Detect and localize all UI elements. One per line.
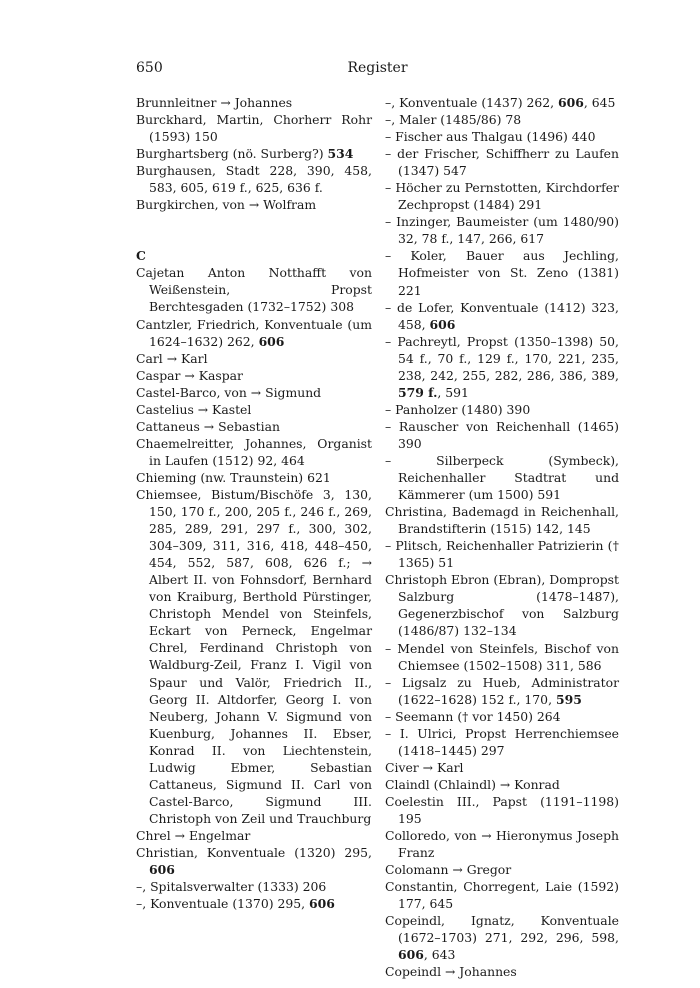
entry-text: – Inzinger, Baumeister (um 1480/90) 32, 78 f., 147, 266, 617 <box>385 214 619 247</box>
entry-text: Civer → Karl <box>385 759 464 775</box>
entry-text: – Fischer aus Thalgau (1496) 440 <box>385 129 596 145</box>
index-entry <box>136 94 372 111</box>
entry-bold-page: 606 <box>258 333 285 349</box>
entry-text: Constantin, Chorregent, Laie (1592) 177, 645 <box>385 879 619 912</box>
index-entry <box>385 537 619 571</box>
index-entry <box>136 401 372 418</box>
entry-bold-page: 534 <box>327 146 354 162</box>
entry-text: – Ligsalz zu Hueb, Administrator (1622–1628) 152 f., 170, <box>385 674 619 707</box>
index-entry <box>136 367 372 384</box>
entry-text: – Rauscher von Reichenhall (1465) 390 <box>385 418 619 451</box>
entry-text: Colomann → Gregor <box>385 862 512 878</box>
entry-text: Brunnleitner → Johannes <box>136 95 293 110</box>
section-letter: C <box>136 248 146 264</box>
entries-b-group <box>136 94 372 213</box>
entry-text: Castelius → Kastel <box>136 401 252 417</box>
entry-text: – Silberpeck (Symbeck), Reichenhaller Stadtrat und Kämmerer (um 1500) 591 <box>385 452 619 503</box>
index-entry <box>136 111 372 145</box>
entry-text: Caspar → Kaspar <box>136 367 243 383</box>
entry-text: –, Spitalsverwalter (1333) 206 <box>136 879 327 895</box>
index-entry <box>136 469 372 486</box>
entry-text: – Mendel von Steinfels, Bischof von Chiemsee (1502–1508) 311, 586 <box>385 640 619 673</box>
index-entry <box>136 827 372 844</box>
index-column-right <box>385 94 619 980</box>
entry-text: – de Lofer, Konventuale (1412) 323, 458, <box>385 299 619 332</box>
index-entry <box>385 452 619 503</box>
index-entry <box>385 708 619 725</box>
entry-text: Chiemsee, Bistum/Bischöfe 3, 130, 150, 170 f., 200, 205 f., 246 f., 269, 285, 289, 291, 297 f., 300, 302, 304–309, 311, 316, 418, 448–450, 454, 552, 587, 608, 626 f.; → Albert II. von Fohnsdorf, Bernhard von Kraiburg, Berthold Pürstinger, Christoph Mendel von Steinfels, Eckart von Perneck, Engelmar Chrel, Ferdinand Christoph von Waldburg-Zeil, Franz I. Vigil von Spaur und Valör, Friedrich II., Georg II. Altdorfer, Georg I. von Neuberg, Johann V. Sigmund von Kuenburg, Johannes II. Ebser, Konrad II. von Liechtenstein, Ludwig Ebmer, Sebastian Cattaneus, Sigmund II. Carl von Castel-Barco, Sigmund III. Christoph von Zeil und Trauchburg <box>136 486 372 826</box>
index-entry <box>136 350 372 367</box>
index-entry <box>136 196 372 213</box>
index-entry <box>385 759 619 776</box>
entry-text: – Plitsch, Reichenhaller Patrizierin († 1365) 51 <box>385 538 619 571</box>
index-entry <box>136 486 372 827</box>
entry-text: Chrel → Engelmar <box>136 827 251 843</box>
entry-text: Cattaneus → Sebastian <box>136 418 280 434</box>
index-entry <box>385 179 619 213</box>
entry-bold-page: 579 f. <box>398 384 438 400</box>
entry-text: Copeindl → Johannes <box>385 964 517 980</box>
index-entry <box>385 640 619 674</box>
index-entry <box>385 503 619 537</box>
entry-text: – Seemann († vor 1450) 264 <box>385 708 561 724</box>
entry-text: – I. Ulrici, Propst Herrenchiemsee (1418–1445) 297 <box>385 725 619 758</box>
entry-bold-page: 595 <box>555 691 582 707</box>
entry-text: Cantzler, Friedrich, Konventuale (um 1624–1632) 262, <box>136 316 372 349</box>
entry-bold-page: 606 <box>429 316 456 332</box>
index-entry <box>136 895 372 912</box>
entry-text: – Pachreytl, Propst (1350–1398) 50, 54 f., 70 f., 129 f., 170, 221, 235, 238, 242, 255, 282, 286, 386, 389, <box>385 333 619 383</box>
entry-bold-page: 606 <box>309 896 335 912</box>
entry-text: Burckhard, Martin, Chorherr Rohr (1593) 150 <box>136 112 372 145</box>
index-entry <box>385 861 619 878</box>
entry-text: Christoph Ebron (Ebran), Dompropst Salzburg (1478–1487), Gegenerzbischof von Salzburg (1486/87) 132–134 <box>385 572 619 639</box>
entry-text-after: , 645 <box>583 95 616 110</box>
index-entry <box>385 776 619 793</box>
entry-text: Coelestin III., Papst (1191–1198) 195 <box>385 793 619 826</box>
index-column-left <box>136 94 372 912</box>
entry-text: – Koler, Bauer aus Jechling, Hofmeister von St. Zeno (1381) 221 <box>385 248 619 298</box>
index-entry <box>385 571 619 639</box>
index-entry <box>385 912 619 963</box>
index-entry <box>136 878 372 895</box>
index-entry <box>385 299 619 333</box>
entry-bold-page: 606 <box>558 95 584 110</box>
entry-text-after: , 643 <box>423 947 456 963</box>
entry-text: Carl → Karl <box>136 350 208 366</box>
index-entry <box>136 145 372 162</box>
index-entry <box>385 128 619 145</box>
entry-text: Burgkirchen, von → Wolfram <box>136 197 317 213</box>
index-entry <box>385 793 619 827</box>
running-head: Register <box>347 60 408 76</box>
entry-text: –, Konventuale (1437) 262, <box>385 95 558 110</box>
index-entry <box>136 264 372 315</box>
entries-c-group <box>136 264 372 912</box>
index-entry <box>385 674 619 708</box>
index-entry <box>385 213 619 247</box>
entry-text: Copeindl, Ignatz, Konventuale (1672–1703) 271, 292, 296, 598, <box>385 913 619 946</box>
entry-text: Christina, Bademagd in Reichenhall, Brandstifterin (1515) 142, 145 <box>385 504 619 537</box>
entry-text: Colloredo, von → Hieronymus Joseph Franz <box>385 828 619 861</box>
entry-text: Claindl (Chlaindl) → Konrad <box>385 776 560 792</box>
index-entry <box>385 418 619 452</box>
index-entry <box>385 827 619 861</box>
index-entry <box>385 963 619 980</box>
index-entry <box>385 333 619 401</box>
index-entry <box>136 316 372 350</box>
index-entry <box>385 878 619 912</box>
index-entry <box>136 384 372 401</box>
entry-text: Burghausen, Stadt 228, 390, 458, 583, 605, 619 f., 625, 636 f. <box>136 163 372 196</box>
entry-text: Cajetan Anton Notthafft von Weißenstein, Propst Berchtesgaden (1732–1752) 308 <box>136 265 372 315</box>
entry-text: Chaemelreitter, Johannes, Organist in Laufen (1512) 92, 464 <box>136 435 372 468</box>
entry-text: – Panholzer (1480) 390 <box>385 401 531 417</box>
entry-text: Christian, Konventuale (1320) 295, <box>136 844 372 860</box>
entry-text: Castel-Barco, von → Sigmund <box>136 384 322 400</box>
entry-text: – der Frischer, Schiffherr zu Laufen (1347) 547 <box>385 146 619 179</box>
entry-text: Burghartsberg (nö. Surberg?) <box>136 146 328 162</box>
index-entry <box>385 94 619 111</box>
entry-bold-page: 606 <box>398 947 424 963</box>
entry-text: –, Konventuale (1370) 295, <box>136 896 309 912</box>
index-entry <box>136 844 372 878</box>
entry-text: Chieming (nw. Traunstein) 621 <box>136 469 331 485</box>
index-entry <box>385 145 619 179</box>
entry-bold-page: 606 <box>149 862 175 878</box>
index-entry <box>385 247 619 298</box>
index-entry <box>136 435 372 469</box>
entry-text: –, Maler (1485/86) 78 <box>385 112 522 128</box>
entry-text: – Höcher zu Pernstotten, Kirchdorfer Zechpropst (1484) 291 <box>385 180 619 213</box>
index-entry <box>385 725 619 759</box>
page-header <box>136 60 619 82</box>
page-number: 650 <box>136 60 163 76</box>
entries-c-continued <box>385 94 619 980</box>
index-entry <box>385 401 619 418</box>
entry-text-after: , 591 <box>437 384 469 400</box>
index-entry <box>136 162 372 196</box>
index-entry <box>136 418 372 435</box>
index-entry <box>385 111 619 128</box>
